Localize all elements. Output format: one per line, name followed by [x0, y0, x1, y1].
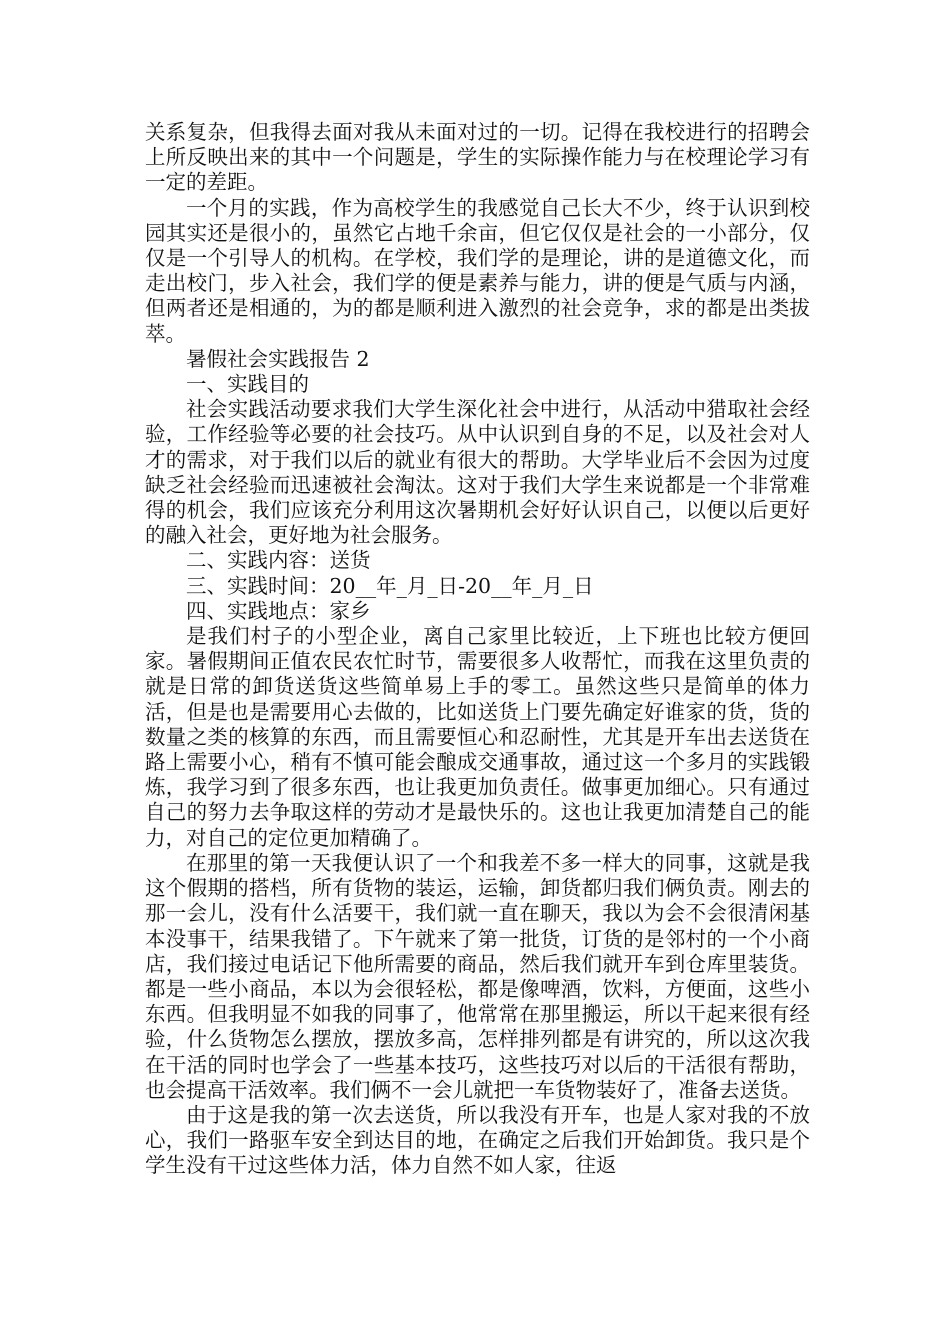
paragraph-purpose: 社会实践活动要求我们大学生深化社会中进行，从活动中猎取社会经验，工作经验等必要的社会技巧。从中认识到自身的不足，以及社会对人才的需求，对于我们以后的就业有很大的帮助。大学毕业后不会因为过度缺乏社会经验而迅速被社会淘汰。这对于我们大学生来说都是一个非常难得的机会，我们应该充分利用这次暑期机会好好认识自己，以便以后更好的融入社会，更好地为社会服务。 — [145, 397, 810, 548]
report-title: 暑假社会实践报告 2 — [186, 346, 370, 371]
section-heading-content: 二、实践内容：送货 — [186, 548, 371, 573]
paragraph-first-delivery: 由于这是我的第一次去送货，所以我没有开车，也是人家对我的不放心，我们一路驱车安全到达目的地，在确定之后我们开始卸货。我只是个学生没有干过这些体力活，体力自然不如人家，往返 — [145, 1102, 810, 1178]
section-heading-time: 三、实践时间：20__年_月_日-20__年_月_日 — [186, 573, 594, 598]
section-heading-location: 四、实践地点：家乡 — [186, 598, 371, 623]
paragraph-reflection: 一个月的实践，作为高校学生的我感觉自己长大不少，终于认识到校园其实还是很小的，虽然它占地千余亩，但它仅仅是社会的一小部分，仅仅是一个引导人的机构。在学校，我们学的是理论，讲的是道德文化，而走出校门，步入社会，我们学的便是素养与能力，讲的便是气质与内涵，但两者还是相通的，为的都是顺利进入激烈的社会竞争，求的都是出类拔萃。 — [145, 195, 810, 346]
section-heading-purpose: 一、实践目的 — [186, 372, 309, 397]
paragraph-continued: 关系复杂，但我得去面对我从未面对过的一切。记得在我校进行的招聘会上所反映出来的其中一个问题是，学生的实际操作能力与在校理论学习有一定的差距。 — [145, 120, 810, 195]
document-page — [145, 120, 810, 1179]
paragraph-first-day: 在那里的第一天我便认识了一个和我差不多一样大的同事，这就是我这个假期的搭档，所有货物的装运，运输，卸货都归我们俩负责。刚去的那一会儿，没有什么活要干，我们就一直在聊天，我以为会不会很清闲基本没事干，结果我错了。下午就来了第一批货，订货的是邻村的一个小商店，我们接过电话记下他所需要的商品，然后我们就开车到仓库里装货。都是一些小商品，本以为会很轻松，都是像啤酒，饮料，方便面，这些小东西。但我明显不如我的同事了，他常常在那里搬运，所以干起来很有经验，什么货物怎么摆放，摆放多高，怎样排列都是有讲究的，所以这次我在干活的同时也学会了一些基本技巧，这些技巧对以后的干活很有帮助，也会提高干活效率。我们俩不一会儿就把一车货物装好了，准备去送货。 — [145, 850, 810, 1102]
paragraph-enterprise: 是我们村子的小型企业，离自己家里比较近，上下班也比较方便回家。暑假期间正值农民农忙时节，需要很多人收帮忙，而我在这里负责的就是日常的卸货送货这些简单易上手的零工。虽然这些只是简单的体力活，但是也是需要用心去做的，比如送货上门要先确定好谁家的货，货的数量之类的核算的东西，而且需要恒心和忍耐性，尤其是开车出去送货在路上需要小心，稍有不慎可能会酿成交通事故，通过这一个多月的实践锻炼，我学习到了很多东西，也让我更加负责任。做事更加细心。只有通过自己的努力去争取这样的劳动才是最快乐的。这也让我更加清楚自己的能力，对自己的定位更加精确了。 — [145, 624, 810, 850]
